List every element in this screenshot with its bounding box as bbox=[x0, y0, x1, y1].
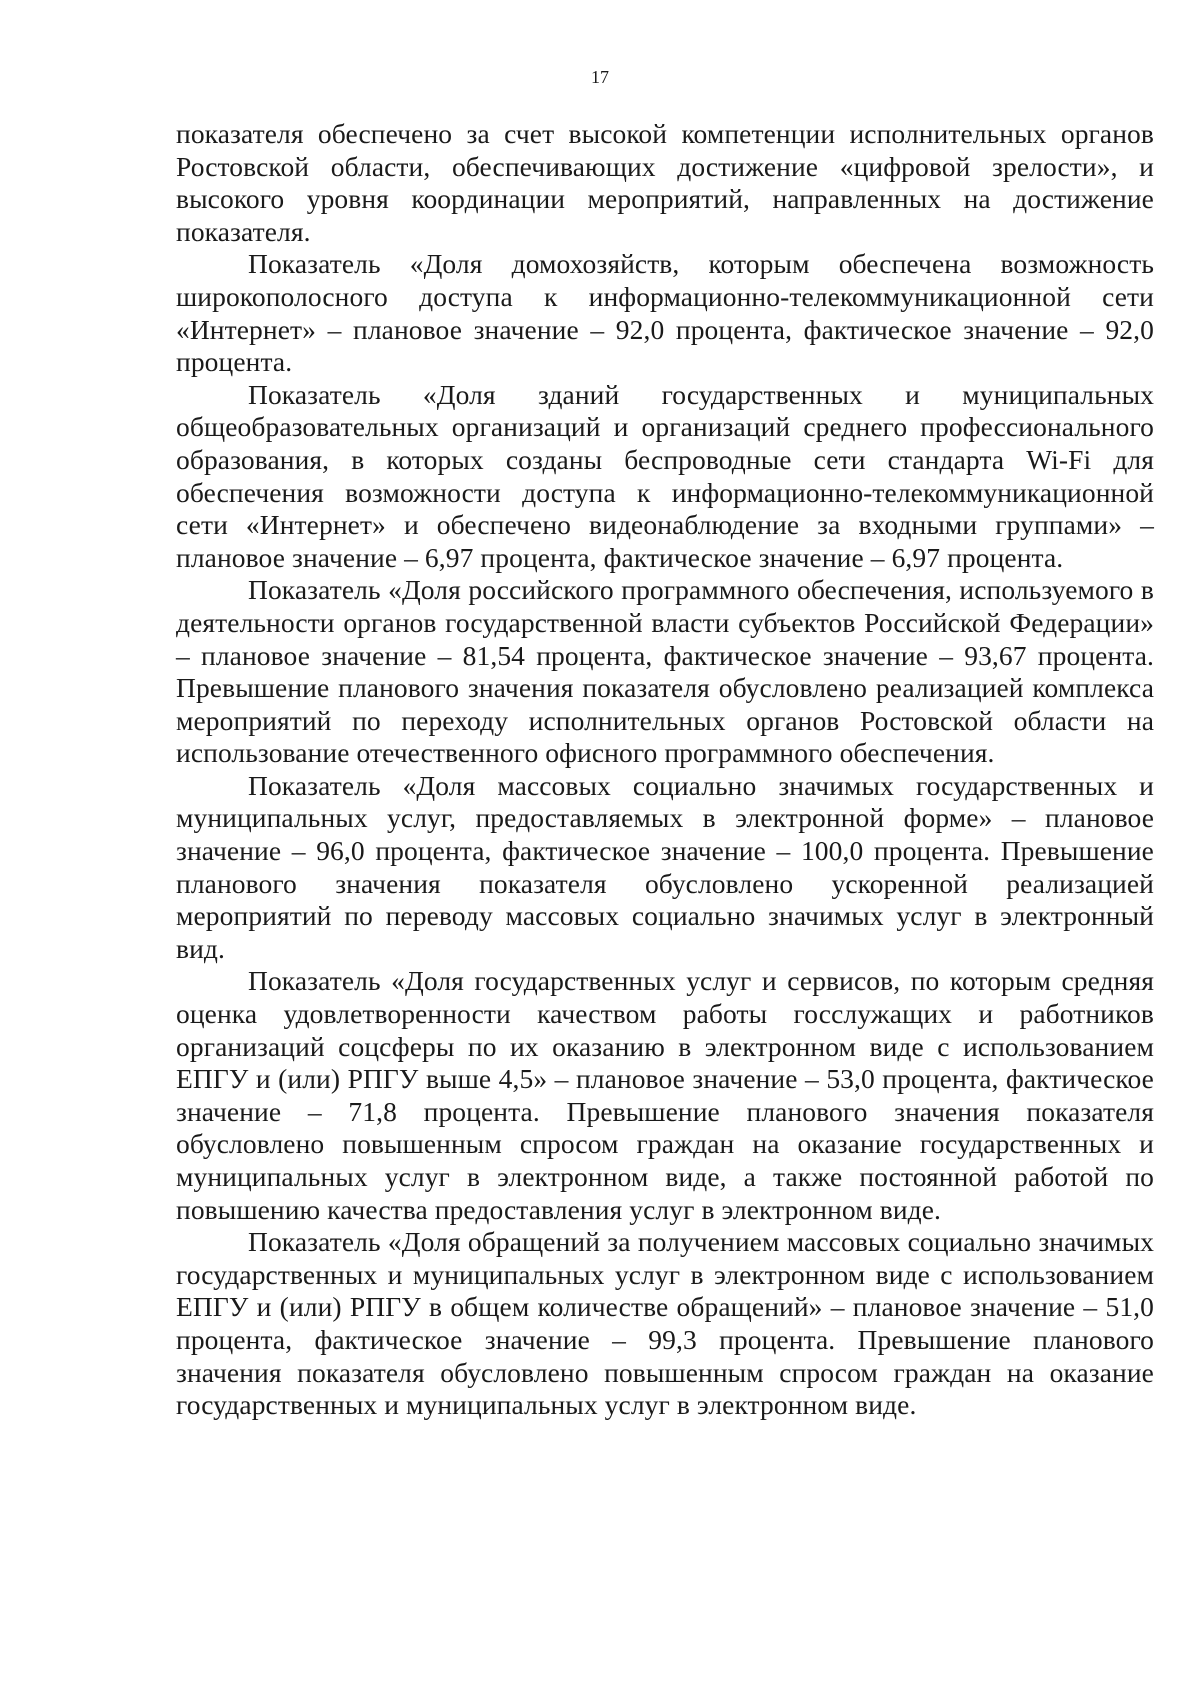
paragraph-electronic-services: Показатель «Доля массовых социально значимых государственных и муниципальных услуг, предоставляемых в электронной форме» – плановое значение – 96,0 процента, фактическое значение – 100,0 процента. Превышение планового значения показателя обусловлено ускоренной реализацией мероприятий по переводу массовых социально значимых услуг в электронный вид. bbox=[176, 769, 1154, 964]
paragraph-households-broadband: Показатель «Доля домохозяйств, которым обеспечена возможность широкополосного доступа к информационно-телекоммуникационной сети «Интернет» – плановое значение – 92,0 процента, фактическое значение – 92,0 процента. bbox=[176, 248, 1154, 378]
paragraph-russian-software: Показатель «Доля российского программного обеспечения, используемого в деятельности органов государственной власти субъектов Российской Федерации» – плановое значение – 81,54 процента, фактическое значение – 93,67 процента. Превышение планового значения показателя обусловлено реализацией комплекса мероприятий по переходу исполнительных органов Ростовской области на использование отечественного офисного программного обеспечения. bbox=[176, 574, 1154, 769]
paragraph-electronic-requests: Показатель «Доля обращений за получением массовых социально значимых государственных и муниципальных услуг в электронном виде с использованием ЕПГУ и (или) РПГУ в общем количестве обращений» – плановое значение – 51,0 процента, фактическое значение – 99,3 процента. Превышение планового значения показателя обусловлено повышенным спросом граждан на оказание государственных и муниципальных услуг в электронном виде. bbox=[176, 1226, 1154, 1421]
paragraph-continuation: показателя обеспечено за счет высокой компетенции исполнительных органов Ростовской области, обеспечивающих достижение «цифровой зрелости», и высокого уровня координации мероприятий, направленных на достижение показателя. bbox=[176, 118, 1154, 247]
page-number: 17 bbox=[591, 67, 609, 87]
document-body bbox=[176, 118, 1154, 1422]
paragraph-satisfaction-rating: Показатель «Доля государственных услуг и сервисов, по которым средняя оценка удовлетворенности качеством работы госслужащих и работников организаций соцсферы по их оказанию в электронном виде с использованием ЕПГУ и (или) РПГУ выше 4,5» – плановое значение – 53,0 процента, фактическое значение – 71,8 процента. Превышение планового значения показателя обусловлено повышенным спросом граждан на оказание государственных и муниципальных услуг в электронном виде, а также постоянной работой по повышению качества предоставления услуг в электронном виде. bbox=[176, 965, 1154, 1225]
paragraph-school-wifi: Показатель «Доля зданий государственных и муниципальных общеобразовательных организаций и организаций среднего профессионального образования, в которых созданы беспроводные сети стандарта Wi-Fi для обеспечения возможности доступа к информационно-телекоммуникационной сети «Интернет» и обеспечено видеонаблюдение за входными группами» – плановое значение – 6,97 процента, фактическое значение – 6,97 процента. bbox=[176, 378, 1154, 573]
